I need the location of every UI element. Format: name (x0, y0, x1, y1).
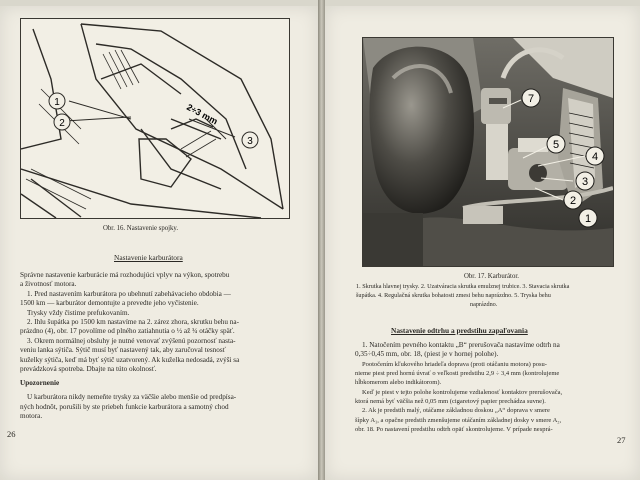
warning-line: U karburátora nikdy nemeňte trysky za väčšie alebo menšie od predpísa- (27, 393, 237, 401)
body-line: 2. Ihlu šupátka po 1500 km nastavíme na 2. zárez zhora, skrutku behu na- (27, 318, 239, 326)
body-line: Trysky vždy čistime prefukovaním. (27, 309, 130, 317)
body-line: hĺbkomerom alebo indikátorom). (355, 379, 442, 386)
body-line: 1. Pred nastavením karburátora po ubehnutí zabehávacieho obdobia — (27, 290, 231, 298)
body-line: Keď je piest v tejto polohe kontrolujeme vzdialenosť kontaktov prerušovača, (362, 389, 563, 396)
figure-clutch-illustration (20, 18, 290, 219)
body-line: 1. Natočením pevného kontaktu „B“ prerušovača nastavíme odtrh na (362, 341, 560, 349)
callout-1 (49, 93, 65, 109)
callout-2 (54, 114, 70, 130)
gap-dimension-label: 2÷3 mm (185, 101, 220, 127)
callout-2 (564, 191, 582, 209)
body-line: veniu lanka sýtiča. Sýtič musí byť nastavený tak, aby zaručoval tesnosť (20, 346, 226, 354)
figure-carburetor-photo (362, 37, 614, 267)
body-line: ktorá nemá byť väčšia než 0,05 mm (cigaretový papier prechádza suvne). (355, 398, 546, 405)
body-line: Správne nastavenie karburácie má rozhodujúci vplyv na výkon, spotrebu (20, 271, 230, 279)
svg-text:1: 1 (584, 213, 592, 225)
callout-1 (579, 209, 597, 227)
svg-text:1: 1 (54, 97, 60, 108)
svg-text:2: 2 (569, 195, 577, 207)
svg-text:3: 3 (247, 136, 253, 147)
svg-text:2: 2 (59, 118, 65, 129)
callout-5 (547, 135, 565, 153)
warning-line: motora. (20, 412, 43, 420)
body-line: a životnosť motora. (20, 280, 77, 288)
svg-text:7: 7 (527, 93, 535, 105)
svg-text:3: 3 (581, 176, 589, 188)
figure-17-caption-title: Obr. 17. Karburátor. (464, 273, 519, 280)
ignition-timing-heading: Nastavenie odtrhu a predstihu zapaľovania (391, 326, 528, 335)
body-line: prázdno (4), obr. 17 povolíme od plného zatiahnutia o ½ až ¾ otáčky späť. (20, 327, 235, 335)
body-line: kuželky sýtiča, keď má byť sýtič uzatvorený. Ak kuželka nedosadá, zvýši sa (20, 356, 240, 364)
body-line: šípky A₁, a opačne predstih zmenšujeme otáčaním základnej dosky v smere A₂, (355, 417, 562, 424)
body-line: obr. 18. Po nastavení predstihu odtrh opäť skontrolujeme. V prípade nesprá- (355, 426, 553, 433)
svg-text:4: 4 (591, 151, 599, 163)
page-number-left: 26 (7, 429, 16, 439)
figure-16-caption: Obr. 16. Nastavenie spojky. (103, 225, 179, 232)
carburetor-callouts (363, 38, 613, 266)
body-line: nieme piest pred hornú úvrať o veľkosti predstihu 2,9 ÷ 3,4 mm (kontrolujeme (355, 370, 560, 377)
book-spine (318, 0, 325, 480)
callout-7 (522, 89, 540, 107)
body-line: prevádzková spotreba. Dbajte na túto okolnosť. (20, 365, 157, 373)
body-line: Pootočením kľukového hriadeľa doprava (proti otáčaniu motora) posu- (362, 361, 547, 368)
warning-heading: Upozornenie (20, 379, 60, 387)
svg-text:5: 5 (552, 139, 560, 151)
callout-4 (586, 147, 604, 165)
clutch-callouts (21, 19, 289, 218)
body-line: 1500 km — karburátor demontujte a prevedte jeho vyčistenie. (20, 299, 199, 307)
figure-17-caption-line: šupátka. 4. Regulačná skrutka bohatosti zmesi behu naprázdno. 5. Tryska behu (356, 292, 551, 299)
body-line: 0,35÷0,45 mm, obr. 18, (piest je v hornej polohe). (355, 350, 499, 358)
carburetor-heading: Nastavenie karburátora (114, 253, 183, 262)
body-line: 3. Okrem normálnej obsluhy je nutné venovať zvýšenú pozornosť nasta- (27, 337, 236, 345)
warning-line: ných hodnôt, porušili by ste priebeh funkcie karburátora a samotný chod (20, 403, 229, 411)
page-number-right: 27 (617, 435, 626, 445)
body-line: 2. Ak je predstih malý, otáčame základnou doskou „A“ doprava v smere (362, 407, 550, 414)
figure-17-caption-line: 1. Skrutka hlavnej trysky. 2. Uzatváracia skrutka emulznej trubice. 3. Stavacia skrutka (356, 283, 570, 290)
callout-3 (576, 172, 594, 190)
figure-17-caption-line: naprázdno. (470, 301, 498, 308)
callout-3 (242, 132, 258, 148)
